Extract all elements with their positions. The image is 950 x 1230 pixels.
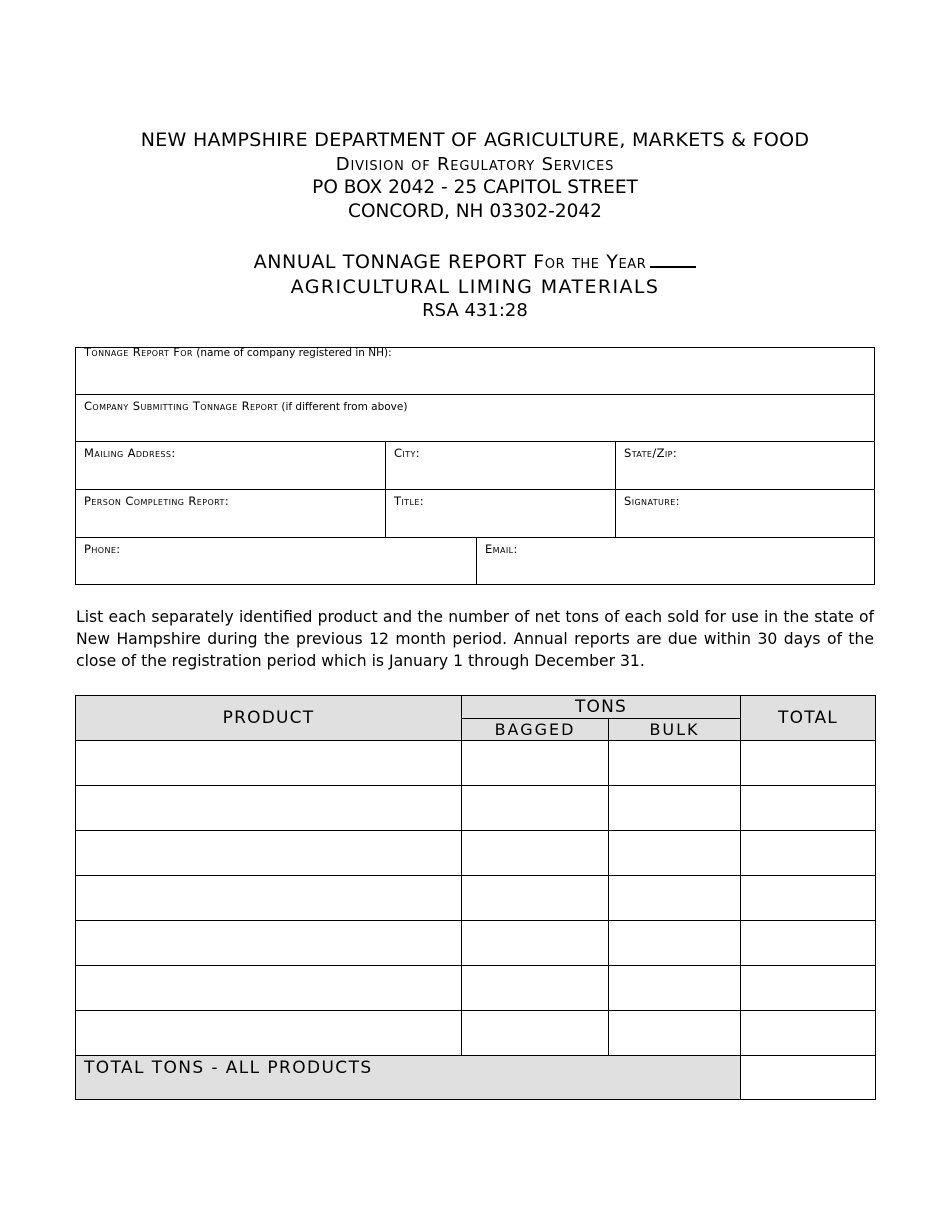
product-cell[interactable] xyxy=(76,831,462,876)
product-cell[interactable] xyxy=(76,741,462,786)
grand-total-cell[interactable] xyxy=(741,1056,876,1100)
total-tons-label: TOTAL TONS - ALL PRODUCTS xyxy=(76,1056,741,1100)
agency-header xyxy=(0,128,950,224)
email-label: Email: xyxy=(485,542,518,556)
product-column-header: PRODUCT xyxy=(76,696,462,741)
bagged-cell[interactable] xyxy=(462,786,609,831)
bulk-cell[interactable] xyxy=(609,786,741,831)
total-cell[interactable] xyxy=(741,1011,876,1056)
report-subtitle: AGRICULTURAL LIMING MATERIALS xyxy=(290,276,660,298)
table-row xyxy=(76,966,876,1011)
signature-label: Signature: xyxy=(624,494,680,508)
city-label: City: xyxy=(394,446,421,460)
total-cell[interactable] xyxy=(741,876,876,921)
bagged-cell[interactable] xyxy=(462,831,609,876)
product-cell[interactable] xyxy=(76,1011,462,1056)
company-submitting-field[interactable] xyxy=(76,395,874,442)
address-row xyxy=(76,442,874,490)
city-field[interactable] xyxy=(385,442,615,489)
signature-field[interactable] xyxy=(615,490,874,537)
state-zip-field[interactable] xyxy=(615,442,874,489)
phone-label: Phone: xyxy=(84,542,121,556)
product-cell[interactable] xyxy=(76,966,462,1011)
product-tonnage-table xyxy=(75,695,876,1100)
table-row xyxy=(76,921,876,966)
bulk-column-header: BULK xyxy=(609,719,741,741)
department-name: NEW HAMPSHIRE DEPARTMENT OF AGRICULTURE, MARKETS & FOOD xyxy=(140,129,810,151)
product-cell[interactable] xyxy=(76,786,462,831)
bulk-cell[interactable] xyxy=(609,921,741,966)
bulk-cell[interactable] xyxy=(609,1011,741,1056)
person-completing-label: Person Completing Report: xyxy=(84,494,230,508)
bagged-cell[interactable] xyxy=(462,741,609,786)
company-info-form xyxy=(75,347,875,585)
report-title-prefix: ANNUAL TONNAGE REPORT xyxy=(253,251,534,273)
total-cell[interactable] xyxy=(741,831,876,876)
bagged-cell[interactable] xyxy=(462,921,609,966)
bulk-cell[interactable] xyxy=(609,741,741,786)
phone-field[interactable] xyxy=(76,538,476,584)
total-cell[interactable] xyxy=(741,966,876,1011)
bagged-cell[interactable] xyxy=(462,1011,609,1056)
bagged-column-header: BAGGED xyxy=(462,719,609,741)
tonnage-report-for-field[interactable] xyxy=(76,345,874,395)
po-box-address: PO BOX 2042 - 25 CAPITOL STREET xyxy=(312,177,638,198)
title-label: Title: xyxy=(394,494,425,508)
person-completing-field[interactable] xyxy=(76,490,385,537)
company-submitting-label: Company Submitting Tonnage Report xyxy=(84,399,279,413)
city-address: CONCORD, NH 03302-2042 xyxy=(348,201,602,222)
bagged-cell[interactable] xyxy=(462,876,609,921)
table-row xyxy=(76,741,876,786)
table-row xyxy=(76,1011,876,1056)
bulk-cell[interactable] xyxy=(609,876,741,921)
title-field[interactable] xyxy=(385,490,615,537)
table-row xyxy=(76,831,876,876)
total-cell[interactable] xyxy=(741,921,876,966)
mailing-address-field[interactable] xyxy=(76,442,385,489)
email-field[interactable] xyxy=(476,538,874,584)
total-cell[interactable] xyxy=(741,741,876,786)
total-column-header: TOTAL xyxy=(741,696,876,741)
total-cell[interactable] xyxy=(741,786,876,831)
bulk-cell[interactable] xyxy=(609,966,741,1011)
contact-row xyxy=(76,538,874,584)
report-year-label: For the Year xyxy=(533,251,647,273)
table-row xyxy=(76,876,876,921)
company-submitting-note: (if different from above) xyxy=(278,401,408,413)
report-title-block xyxy=(0,250,950,322)
report-title xyxy=(0,250,950,275)
division-name: Division of Regulatory Services xyxy=(335,154,615,175)
product-cell[interactable] xyxy=(76,921,462,966)
bulk-cell[interactable] xyxy=(609,831,741,876)
person-row xyxy=(76,490,874,538)
tonnage-report-for-label: Tonnage Report For xyxy=(84,345,193,359)
state-zip-label: State/Zip: xyxy=(624,446,678,460)
tons-column-header: TONS xyxy=(462,696,741,719)
report-year-field[interactable] xyxy=(650,250,696,268)
mailing-address-label: Mailing Address: xyxy=(84,446,176,460)
grand-total-row xyxy=(76,1056,876,1100)
table-row xyxy=(76,786,876,831)
product-cell[interactable] xyxy=(76,876,462,921)
bagged-cell[interactable] xyxy=(462,966,609,1011)
tonnage-report-for-note: (name of company registered in NH): xyxy=(192,347,392,359)
instructions-paragraph: List each separately identified product and the number of net tons of each sold for use in the state of New Hampshire during the previous 12 month period. Annual reports are due within 30 days of the close of the registration period which is January 1 through December 31. xyxy=(76,608,874,670)
statute-reference: RSA 431:28 xyxy=(422,300,528,321)
